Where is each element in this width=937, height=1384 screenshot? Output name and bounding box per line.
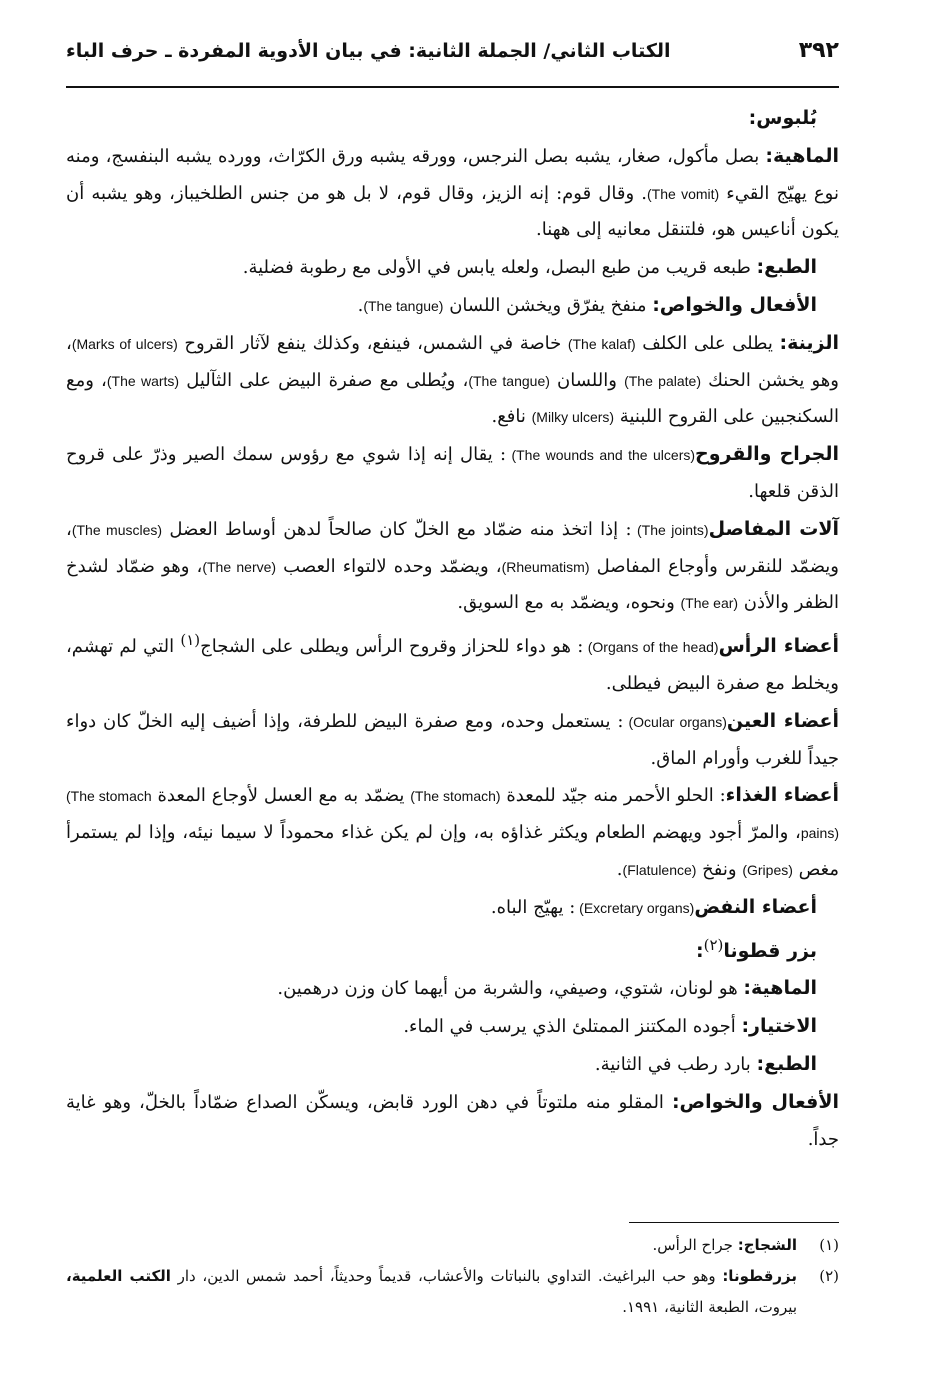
header-rule	[66, 86, 839, 88]
footnote-2: (٢) بزرقطونا: وهو حب البراغيث. التداوي بالنباتات والأعشاب، قديماً وحديثاً، أحمد شمس الدين، دار الكتب العلمية، بيروت، الطبعة الثانية، ١٩٩١.	[66, 1267, 839, 1316]
footnote-rule	[629, 1222, 839, 1223]
paragraph-bq-mahiya: الماهية: هو لونان، شتوي، وصيفي، والشربة من أيهما كان وزن درهمين.	[277, 977, 817, 1000]
paragraph-tab: الطبع: طبعه قريب من طبع البصل، ولعله يابس في الأولى مع رطوبة فضلية.	[242, 256, 817, 279]
paragraph-bq-afal: الأفعال والخواص: المقلو منه ملتوتاً في دهن الورد قابض، ويسكّن الصداع ضمّاداً بالخلّ، وهو غاية جداً.	[66, 1090, 840, 1150]
paragraph-zina: الزينة: يطلى على الكلف (The kalaf) خاصة في الشمس، فينفع، وكذلك ينفع لآثار القروح (Marks of ulcers)، وهو يخشن الحنك (The palate) واللسان (The tangue)، ويُطلى مع صفرة البيض على الثآليل (The warts)، ومع السكنجبين على القروح اللبنية (Milky ulcers) نافع.	[66, 331, 839, 428]
paragraph-ghidha: أعضاء الغذاء: الحلو الأحمر منه جيّد للمعدة (The stomach) يضمّد به مع العسل لأوجاع المعدة (The stomach pains)، والمرّ أجود ويهضم الطعام ويكثر غذاؤه به، وإن لم يكن غذاء محموداً لا سيما نيئه، وإذا لم يستمرأ مغص (Gripes) ونفخ (Flatulence).	[66, 784, 839, 880]
paragraph-nafd: أعضاء النفض (Excretary organs): يهيّج الباه.	[490, 895, 817, 918]
main-text	[66, 100, 839, 1158]
paragraph-bq-ikhtiyar: الاختيار: أجوده المكتنز الممتلئ الذي يرسب في الماء.	[403, 1015, 817, 1038]
running-title: الكتاب الثاني/ الجملة الثانية: في بيان الأدوية المفردة ـ حرف الباء	[66, 40, 671, 62]
paragraph-ras: أعضاء الرأس (Organs of the head): هو دواء للحزاز وقروح الرأس ويطلى على الشجاج$^{(١)}$ التي لم تهشم، ويخلط مع صفرة البيض فيطلى.	[66, 631, 839, 694]
page-number: ٣٩٢	[798, 38, 839, 63]
footnotes	[66, 1230, 839, 1323]
paragraph-mafasil: آلات المفاصل (The joints): إذا اتخذ منه ضمّاد مع الخلّ كان صالحاً لدهن أوساط العضل (The muscles)، ويضمّد للنقرس وأوجاع المفاصل (Rheumatism)، ويضمّد وحده لالتواء العصب (The nerve)، وهو ضمّاد لشدخ الظفر والأذن (The ear) ونحوه، ويضمّد به مع السويق.	[66, 517, 840, 614]
paragraph-mahiya: الماهية: بصل مأكول، صغار، يشبه بصل النرجس، وورقه يشبه ورق الكرّاث، وورده يشبه البنفسج، ومنه نوع يهيّج القيء (The vomit). وقال قوم: إنه الزيز، وقال قوم، لا بل هو من جنس الطلخيباز، وهو يشبه أن يكون أناعيس هو، فلتنقل معانيه إلى ههنا.	[66, 144, 839, 241]
paragraph-bq-tab: الطبع: بارد رطب في الثانية.	[594, 1052, 817, 1075]
entry-title-bulbus: بُلبوس:	[748, 107, 817, 129]
footnote-1: (١) الشجاج: جراح الرأس.	[652, 1236, 839, 1254]
paragraph-ayn: أعضاء العين (Ocular organs): يستعمل وحده، ومع صفرة البيض للطرفة، وإذا أضيف إليه الخلّ كان دواء جيداً للغرب وأورام الماق.	[66, 709, 839, 769]
paragraph-jirah: الجراح والقروح (The wounds and the ulcers): يقال إنه إذا شوي مع رؤوس سمك الصير وذرّ على قروح الذقن قلعها.	[66, 443, 839, 502]
running-header	[66, 38, 839, 63]
paragraph-afal: الأفعال والخواص: منفخ يفرّق ويخشن اللسان (The tangue).	[357, 293, 817, 316]
entry-title-bizr-qatuna: بزر قطونا$^{(٢)}$:	[695, 935, 817, 962]
footnote-ref-2[interactable]: (٢)	[703, 935, 724, 954]
footnote-ref-1[interactable]: (١)	[180, 631, 201, 650]
